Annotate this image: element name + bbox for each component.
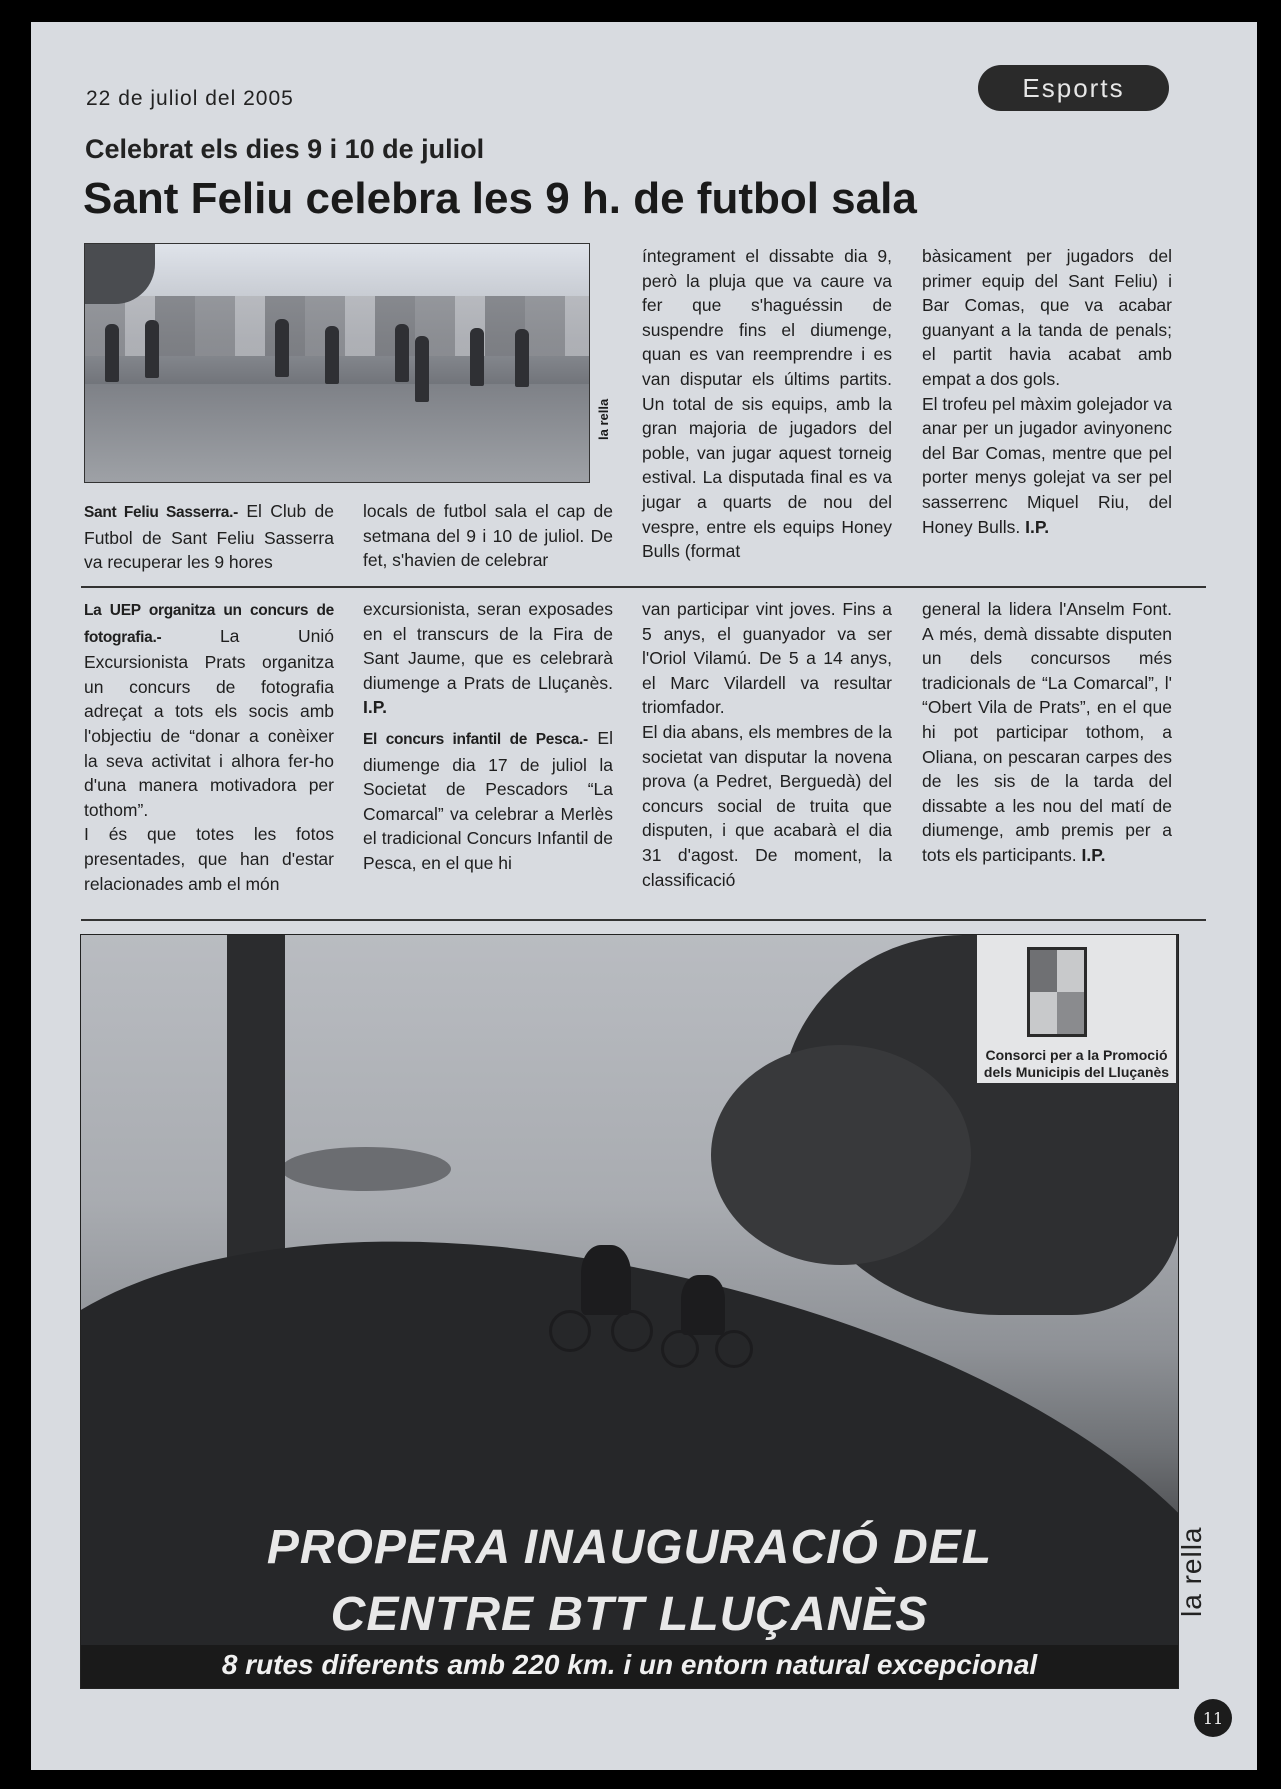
ad-headline-1: PROPERA INAUGURACIÓ DEL <box>266 1521 993 1574</box>
article2-column-1 <box>84 597 334 896</box>
consorci-logo <box>977 935 1176 1083</box>
logo-text-2: dels Municipis del Lluçanès <box>983 1064 1170 1080</box>
article1-col4-text: bàsicament per jugadors del primer equip del Sant Feliu) i Bar Comas, que va acabar guanyant a la tanda de penals; el partit havia acabat amb empat a dos gols. <box>922 246 1172 389</box>
article-headline: Sant Feliu celebra les 9 h. de futbol sala <box>83 174 917 223</box>
article1-column-2 <box>363 499 613 573</box>
cyclist-silhouette <box>581 1245 631 1315</box>
pesca-text: El diumenge dia 17 de juliol la Societat de Pescadors “La Comarcal” va celebrar a Merlès el tradicional Concurs Infantil de Pesca, en el que hi <box>363 727 613 873</box>
article2-column-3 <box>642 597 892 892</box>
futsal-photo <box>84 243 590 483</box>
masthead-vertical: la rella <box>1176 1526 1207 1617</box>
article2-column-4 <box>922 597 1172 868</box>
pesca-text2: van participar vint joves. Fins a 5 anys, el guanyador va ser l'Oriol Vilamú. De 5 a 14 anys, el Marc Vilardell va resultar triomfador. <box>642 599 892 718</box>
ad-headline-2: CENTRE BTT LLUÇANÈS <box>330 1588 929 1641</box>
ad-tagline: 8 rutes diferents amb 220 km. i un entorn natural excepcional <box>81 1645 1178 1689</box>
pesca-signature: I.P. <box>1081 844 1106 865</box>
pesca-runin: El concurs infantil de Pesca.- <box>363 730 588 748</box>
article1-col1-text: El Club de Futbol de Sant Feliu Sasserra va recuperar les 9 hores <box>84 501 334 573</box>
article1-column-4 <box>922 244 1172 539</box>
article1-signature: I.P. <box>1025 516 1050 537</box>
uep-text: La Unió Excursionista Prats organitza un concurs de fotografia adreçat a tots els socis amb l'objectiu de “donar a conèixer la seva activitat i alhora fer-ho d'una manera motivadora per tothom”. <box>84 625 334 820</box>
article1-column-1 <box>84 499 334 575</box>
article1-col3-text: íntegrament el dissabte dia 9, però la pluja que va caure va fer que s'haguéssin de suspendre fins el diumenge, quan es van reemprendre i es van disputar els últims partits. Un total de sis equips, amb la gran majoria de jugadors del poble, van jugar aquest torneig estival. La disputada final es va jugar a quarts de nou del vespre, entre els equips Honey Bulls (format <box>642 246 892 562</box>
article1-column-3 <box>642 244 892 564</box>
uep-text3: excursionista, seran exposades en el transcurs de la Fira de Sant Jaume, que es celebrarà diumenge a Prats de Lluçanès. <box>363 599 613 693</box>
article1-runin: Sant Feliu Sasserra.- <box>84 504 238 521</box>
cyclist-silhouette <box>681 1275 725 1335</box>
uep-runin: La UEP organitza un concurs de fotografia.- <box>84 602 334 646</box>
logo-text-1: Consorci per a la Promoció <box>985 1047 1168 1063</box>
btt-advertisement <box>80 934 1179 1689</box>
article1-col2-text: locals de futbol sala el cap de setmana del 9 i 10 de juliol. De fet, s'havien de celebrar <box>363 501 613 571</box>
section-divider <box>81 586 1206 588</box>
uep-signature: I.P. <box>363 697 388 718</box>
ad-divider <box>81 919 1206 921</box>
pesca-text4: general la lidera l'Anselm Font. A més, demà dissabte disputen un dels concursos més tradicionals de “La Comarcal”, l' “Obert Vila de Prats”, en el que hi pot participar tothom, a Oliana, on pescaran carpes des de les sis de la tarda del dissabte a les nou del matí de diumenge, amb premis per a tots els participants. <box>922 599 1172 865</box>
issue-date: 22 de juliol del 2005 <box>86 87 294 110</box>
uep-text2: I és que totes les fotos presentades, que han d'estar relacionades amb el món <box>84 824 334 894</box>
article-subtitle: Celebrat els dies 9 i 10 de juliol <box>85 134 485 164</box>
article1-col4-text2: El trofeu pel màxim golejador va anar per un jugador avinyonenc del Bar Comas, mentre que pel porter menys golejat va ser pel sasserrenc Miquel Riu, del Honey Bulls. <box>922 393 1172 537</box>
region-map-icon <box>1027 947 1087 1037</box>
newspaper-page <box>31 22 1257 1770</box>
pesca-text3: El dia abans, els membres de la societat van disputar la novena prova (a Pedret, Berguedà) del concurs social de truita que disputen, i que acabarà el dia 31 d'agost. De moment, la classificació <box>642 721 892 890</box>
photo-credit: la rella <box>596 398 611 440</box>
section-label: Esports <box>978 65 1169 111</box>
article2-column-2 <box>363 597 613 876</box>
page-number: 11 <box>1194 1699 1232 1737</box>
